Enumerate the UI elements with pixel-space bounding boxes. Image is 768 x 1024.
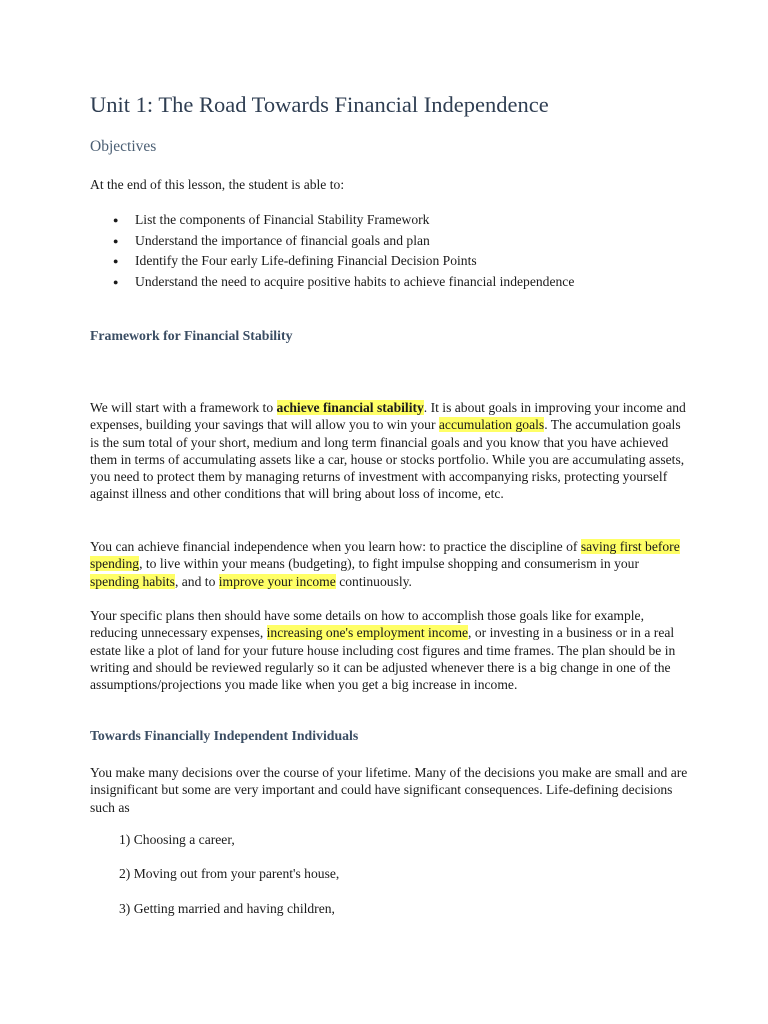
paragraph-text: , and to — [174, 573, 219, 589]
bullet-icon: ● — [113, 215, 119, 225]
intro-text: At the end of this lesson, the student is able to: — [90, 177, 345, 192]
paragraph-text: continuously. — [335, 573, 412, 589]
paragraph-framework-intro — [90, 399, 690, 503]
paragraph-decisions: You make many decisions over the course of your lifetime. Many of the decisions you make are small and are insignificant but some are very important and could have significant consequences. Life-defining decisions such as — [90, 765, 688, 815]
decision-item: 1) Choosing a career, — [119, 832, 235, 847]
paragraph-text: . It is about goals in improving your income and expenses, building your savings that will allow you to win your — [90, 400, 686, 433]
highlight-spending-habits: spending habits — [90, 573, 175, 589]
objective-text: Identify the Four early Life-defining Financial Decision Points — [135, 253, 477, 268]
paragraph-text: , or investing in a business or in a real estate like a plot of land for your future house including cost figures and time frames. The plan should be in writing and should be reviewed regularly so it can be adjusted whenever there is a big change in one of the assumptions/projections you made like when you get a big increase in income. — [90, 625, 676, 693]
highlight-achieve-financial-stability: achieve financial stability — [276, 400, 424, 415]
paragraph-text: You can achieve financial independence when you learn how: to practice the discipline of — [90, 539, 581, 554]
objectives-list — [90, 210, 574, 292]
objectives-subtitle: Objectives — [90, 138, 157, 155]
paragraph-specific-plans — [90, 607, 690, 693]
paragraph-text: , to live within your means (budgeting), to fight impulse shopping and consumerism in your — [139, 556, 639, 572]
highlight-employment-income: increasing one's employment income — [266, 625, 469, 641]
decision-item: 2) Moving out from your parent's house, — [119, 866, 340, 881]
decision-item: 3) Getting married and having children, — [119, 901, 335, 916]
highlight-improve-income: improve your income — [218, 573, 336, 589]
paragraph-text: Your specific plans then should have some details on how to accomplish those goals like for example, reducing unnecessary expenses, — [90, 608, 644, 641]
bullet-icon: ● — [113, 235, 119, 246]
highlight-saving-first: saving first before spending — [90, 539, 680, 572]
objective-text: List the components of Financial Stability Framework — [135, 212, 430, 227]
section-heading-towards: Towards Financially Independent Individuals — [90, 728, 359, 743]
objective-text: Understand the need to acquire positive habits to achieve financial independence — [135, 273, 575, 289]
objective-text: Understand the importance of financial goals and plan — [135, 232, 430, 248]
page-title: Unit 1: The Road Towards Financial Independence — [90, 92, 549, 117]
bullet-icon: ● — [113, 276, 119, 287]
bullet-icon: ● — [113, 256, 119, 266]
highlight-accumulation-goals: accumulation goals — [438, 417, 545, 433]
paragraph-financial-independence — [90, 538, 690, 590]
list-item — [90, 210, 574, 231]
list-item — [90, 272, 574, 293]
paragraph-text: We will start with a framework to — [90, 400, 277, 415]
paragraph-text: . The accumulation goals is the sum total of your short, medium and long term financial goals and you know that you have achieved them in terms of accumulating assets like a car, house or stocks portfolio. While you are accumulating assets, you need to protect them by managing returns of investment with accompanying risks, protecting yourself against illness and other conditions that will bring about loss of income, etc. — [90, 417, 685, 502]
list-item — [90, 251, 574, 272]
list-item — [90, 231, 574, 252]
section-heading-framework: Framework for Financial Stability — [90, 328, 293, 343]
